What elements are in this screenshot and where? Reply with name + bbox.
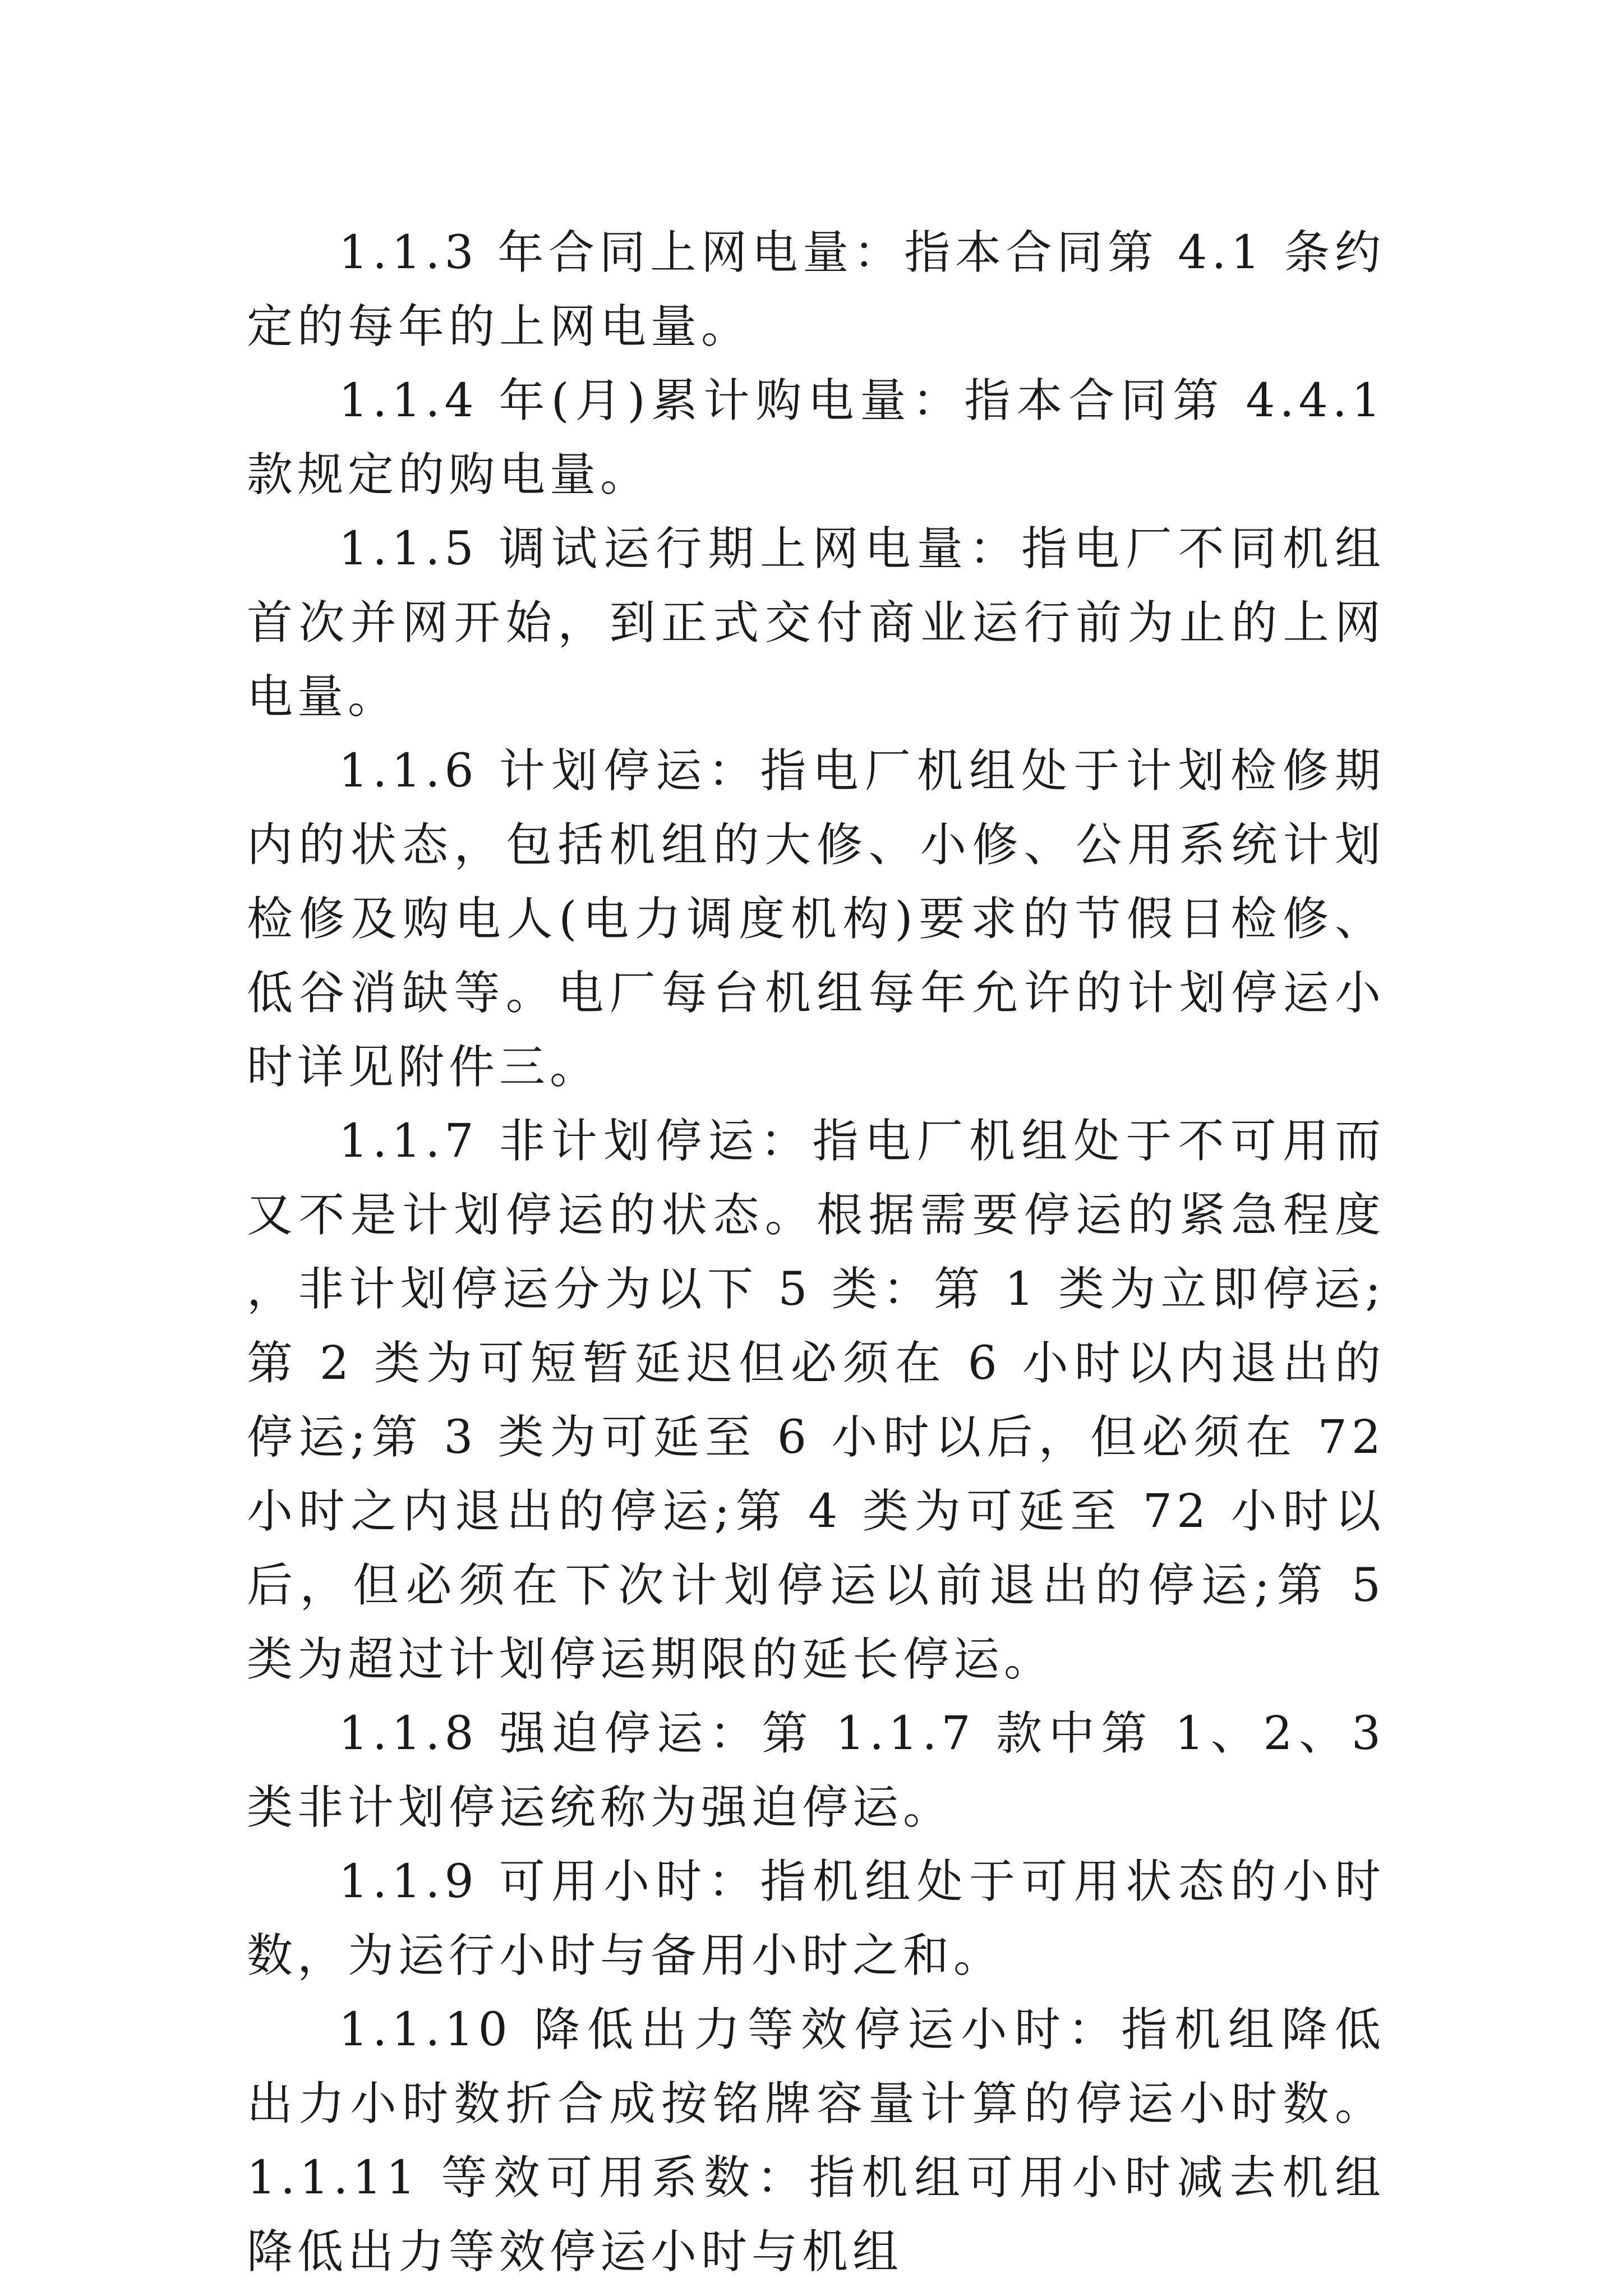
clause-1-1-6: 1.1.6 计划停运：指电厂机组处于计划检修期内的状态，包括机组的大修、小修、公用系统计划检修及购电人(电力调度机构)要求的节假日检修、低谷消缺等。电厂每台机组每年允许的计划停运小时详见附件三。: [247, 744, 1385, 1094]
clause-1-1-3: 1.1.3 年合同上网电量：指本合同第 4.1 条约定的每年的上网电量。: [247, 226, 1385, 353]
clause-1-1-10: 1.1.10 降低出力等效停运小时：指机组降低出力小时数折合成按铭牌容量计算的停运小时数。 1.1.11 等效可用系数：指机组可用小时减去机组降低出力等效停运小时与机组: [247, 2003, 1385, 2279]
clause-1-1-7: 1.1.7 非计划停运：指电厂机组处于不可用而又不是计划停运的状态。根据需要停运的紧急程度，非计划停运分为以下 5 类：第 1 类为立即停运;第 2 类为可短暂延迟但必须在 6 小时以内退出的停运;第 3 类为可延至 6 小时以后，但必须在 72 小时之内退出的停运;第 4 类为可延至 72 小时以后，但必须在下次计划停运以前退出的停运;第 5 类为超过计划停运期限的延长停运。: [247, 1115, 1385, 1686]
clause-1-1-9: 1.1.9 可用小时：指机组处于可用状态的小时数，为运行小时与备用小时之和。: [247, 1855, 1385, 1982]
clause-1-1-5: 1.1.5 调试运行期上网电量：指电厂不同机组首次并网开始，到正式交付商业运行前为止的上网电量。: [247, 522, 1385, 724]
document-body: [247, 216, 1385, 2289]
clause-1-1-8: 1.1.8 强迫停运：第 1.1.7 款中第 1、2、3 类非计划停运统称为强迫停运。: [247, 1707, 1385, 1834]
clause-1-1-4: 1.1.4 年(月)累计购电量：指本合同第 4.4.1 款规定的购电量。: [247, 374, 1385, 501]
